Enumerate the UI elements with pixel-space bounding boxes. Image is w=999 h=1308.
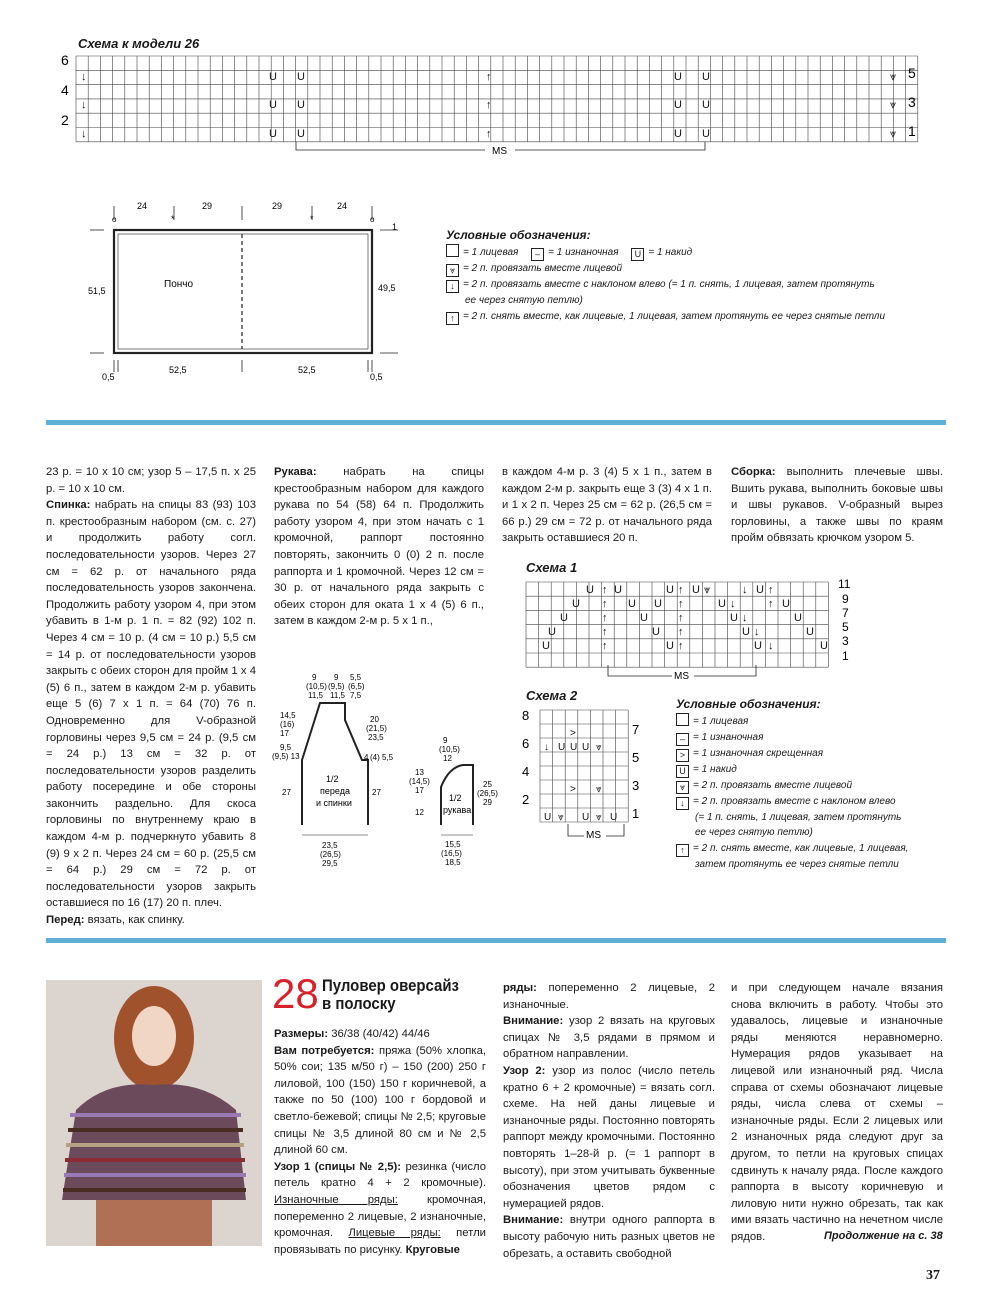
text-column-2: Рукава: набрать на спицы крестообразным набором для каждого рукава по 54 (58) 64 п. Продолжить работу узором 4, при этом начать с 1 кромочной, раппорт постоянно повторять, закончить 0 (0) 2 п. после раппорта и 1 кромочной. Через 12 см = 30 р. от начального ряда закрыть с обеих сторон для оката 1 х 4 (5) 6 п., затем в каждом 2-м р. 5 х 1 п., xyxy=(274,466,484,628)
svg-text:U: U xyxy=(628,598,636,610)
svg-text:⩔: ⩔ xyxy=(890,128,897,140)
k2tog-icon: ⩔ xyxy=(676,781,689,794)
twisted-purl-icon: > xyxy=(676,749,689,762)
poncho-bottom: 52,5 xyxy=(298,365,316,375)
knit-icon xyxy=(446,244,459,257)
poncho-left: 51,5 xyxy=(88,286,106,296)
svg-text:4: 4 xyxy=(522,764,530,779)
svg-text:U: U xyxy=(269,99,277,111)
svg-text:U: U xyxy=(586,584,594,596)
svg-text:U: U xyxy=(297,128,305,140)
svg-text:↑: ↑ xyxy=(602,626,608,638)
legend-item: ⩔ = 2 п. провязать вместе лицевой xyxy=(676,778,936,794)
svg-text:↓: ↓ xyxy=(742,612,748,624)
poncho-top: 29 xyxy=(202,201,213,211)
svg-text:↑: ↑ xyxy=(678,598,684,610)
svg-text:1/2: 1/2 xyxy=(326,774,339,784)
text-column-4: Сборка: выполнить плечевые швы. Вшить рукава, выполнить боковые швы и швы рукавов. V-образный вырез горловины, а также швы по краям пройм обвязать крючком узором 5. xyxy=(731,466,943,545)
legend-item: U = 1 накид xyxy=(676,762,936,778)
poncho-label: Пончо xyxy=(164,279,194,290)
svg-text:↓: ↓ xyxy=(81,71,87,83)
sk2p-icon: ↑ xyxy=(676,844,689,857)
svg-text:(4) 5,5: (4) 5,5 xyxy=(370,753,394,762)
svg-text:15,5: 15,5 xyxy=(445,840,461,849)
poncho-mark: * xyxy=(310,214,314,224)
svg-text:U: U xyxy=(692,584,700,596)
svg-text:4: 4 xyxy=(364,753,369,762)
svg-text:⩔: ⩔ xyxy=(596,812,602,823)
legend-item: ее через снятую петлю) xyxy=(695,827,813,838)
k2tog-icon: ⩔ xyxy=(446,264,459,277)
svg-text:⩔: ⩔ xyxy=(704,584,711,596)
poncho-mark: o xyxy=(370,215,375,224)
svg-text:(21,5): (21,5) xyxy=(366,724,387,733)
svg-text:U: U xyxy=(674,71,682,83)
svg-text:11,5: 11,5 xyxy=(308,691,323,700)
legend-item: = 1 лицевая – = 1 изнаночная U = 1 накид xyxy=(446,244,926,261)
svg-text:U: U xyxy=(820,640,828,652)
svg-text:U: U xyxy=(560,612,568,624)
c26-row-label: 6 xyxy=(61,52,69,68)
svg-text:5,5: 5,5 xyxy=(350,673,362,682)
svg-text:1/2: 1/2 xyxy=(449,793,462,803)
svg-text:↑: ↑ xyxy=(602,584,608,596)
svg-text:9,5: 9,5 xyxy=(280,743,292,752)
svg-text:↓: ↓ xyxy=(730,598,736,610)
legend-1-title: Условные обозначения: xyxy=(446,228,591,242)
text-column-1: 23 р. = 10 х 10 см; узор 5 – 17,5 п. х 25 р. = 10 х 10 см. Спинка: набрать на спицы 83 (93) 103 п. крестообразным набором (см. с. 27) и продолжить работу согл. последовательности узоров. Через 27 см = 62 р. от начального ряда последовательность узоров закончена. Продолжить работу узором 4, при этом убавить в 1-м р. 1 п. = 82 (92) 102 п. Через 4 см = 10 р. (4 см = 10 р.) 5,5 см = 14 р. от последовательности узоров закрыть с обеих сторон для пройм 1 х 4 (5) 6 п., затем в каждом 2-м р. убавить еще 5 (6) 7 х 1 п. = 64 (70) 76 п. Одновременно для V-образной горловины через 9,5 см = 24 р. (9,5 см = 24 р.) 13 см = 32 р. от последовательности узоров разделить работу посередине и обе стороны закончить раздельно. Для скоса горловины по внутреннему краю в каждом 4-м р. подчеркнуто убавить 8 (9) 9 х 2 п. Через 24 см = 60 р. (25,5 см = 64 р.) 29 см = 72 р. от последовательности узоров закрыть оставшиеся по 16 (17) 20 п. плеч. Перед: вязать, как спинку. xyxy=(46,466,256,927)
poncho-corner: 0,5 xyxy=(102,372,115,382)
svg-text:U: U xyxy=(269,128,277,140)
svg-text:U: U xyxy=(582,812,590,823)
svg-text:U: U xyxy=(666,584,674,596)
svg-text:U: U xyxy=(806,626,814,638)
poncho-top: 24 xyxy=(137,201,148,211)
svg-text:U: U xyxy=(794,612,802,624)
svg-text:переда: переда xyxy=(320,786,350,796)
svg-text:6: 6 xyxy=(522,736,530,751)
body-pattern xyxy=(270,670,410,880)
svg-text:⩔: ⩔ xyxy=(596,784,602,795)
svg-text:14,5: 14,5 xyxy=(280,711,296,720)
legend-item: ↑ = 2 п. снять вместе, как лицевые, 1 лицевая, затем протянуть ее через снятые петли xyxy=(446,309,926,325)
purl-icon: – xyxy=(531,248,544,261)
svg-text:(9,5) 13: (9,5) 13 xyxy=(272,752,300,761)
svg-text:U: U xyxy=(614,584,622,596)
model28-column-1: Размеры: 36/38 (40/42) 44/46 Вам потребуется: пряжа (50% хлопка, 50% сои; 135 м/50 г) – 150 (200) 250 г лиловой, 100 (150) 150 г коричневой, а также по 50 (100) 100 г бордовой и светло-бежевой; спицы № 2,5; круговые спицы № 3,5 длиной 80 см и № 2,5 длиной 60 см. Узор 1 (спицы № 2,5): резинка (число петель кратно 4 + 2 кромочные). Изнаночные ряды: кромочная, попеременно 2 лицевые, 2 изнаночные, кромочная. Лицевые ряды: петли провязывать по рисунку. Круговые xyxy=(274,1028,487,1256)
yarnover-icon: U xyxy=(676,765,689,778)
svg-text:↓: ↓ xyxy=(81,99,87,111)
svg-text:U: U xyxy=(269,71,277,83)
poncho-corner: 1 xyxy=(392,222,398,232)
svg-text:3: 3 xyxy=(842,634,849,648)
svg-text:⩔: ⩔ xyxy=(558,812,564,823)
svg-text:(10,5): (10,5) xyxy=(306,682,327,691)
legend-item: ↑ = 2 п. снять вместе, как лицевые, 1 лицевая, xyxy=(676,841,936,857)
svg-text:U: U xyxy=(570,742,578,753)
svg-text:1: 1 xyxy=(842,649,849,663)
poncho-right: 49,5 xyxy=(378,283,396,293)
svg-text:2: 2 xyxy=(522,792,530,807)
svg-text:23,5: 23,5 xyxy=(322,841,338,850)
svg-text:5: 5 xyxy=(632,750,640,765)
svg-text:27: 27 xyxy=(282,788,291,797)
poncho-bottom: 52,5 xyxy=(169,365,187,375)
svg-text:(26,5): (26,5) xyxy=(320,850,341,859)
legend-item: – = 1 изнаночная xyxy=(676,730,936,746)
legend-item: ↓ = 2 п. провязать вместе с наклоном влево (= 1 п. снять, 1 лицевая, затем протянуть xyxy=(446,277,926,293)
svg-text:↑: ↑ xyxy=(486,99,492,111)
svg-text:3: 3 xyxy=(632,778,640,793)
schema1-title: Схема 1 xyxy=(526,560,578,575)
c26-row-label: 3 xyxy=(908,94,916,110)
svg-text:(6,5): (6,5) xyxy=(348,682,365,691)
svg-text:U: U xyxy=(666,640,674,652)
svg-text:7: 7 xyxy=(632,722,640,737)
svg-text:U: U xyxy=(542,640,550,652)
svg-text:(16): (16) xyxy=(280,720,295,729)
svg-text:20: 20 xyxy=(370,715,379,724)
svg-text:11: 11 xyxy=(838,577,851,591)
legend-item: > = 1 изнаночная скрещенная xyxy=(676,746,936,762)
svg-text:↑: ↑ xyxy=(768,584,774,596)
legend-item: ↓ = 2 п. провязать вместе с наклоном влево xyxy=(676,794,936,810)
svg-text:12: 12 xyxy=(415,808,424,817)
svg-text:12: 12 xyxy=(443,754,452,763)
svg-text:U: U xyxy=(756,584,764,596)
svg-text:↓: ↓ xyxy=(81,128,87,140)
svg-text:⩔: ⩔ xyxy=(890,71,897,83)
poncho-mark: * xyxy=(171,214,175,224)
model-photo xyxy=(46,980,262,1246)
sk2p-icon: ↑ xyxy=(446,312,459,325)
svg-text:U: U xyxy=(640,612,648,624)
svg-text:17: 17 xyxy=(280,729,289,738)
svg-text:U: U xyxy=(297,71,305,83)
svg-text:27: 27 xyxy=(372,788,381,797)
svg-text:U: U xyxy=(582,742,590,753)
c26-ms: MS xyxy=(492,146,507,157)
svg-text:(26,5): (26,5) xyxy=(477,789,498,798)
svg-text:MS: MS xyxy=(674,671,689,682)
svg-text:и спинки: и спинки xyxy=(316,798,352,808)
legend-item: (= 1 п. снять, 1 лицевая, затем протянуть xyxy=(695,811,902,823)
legend-item: = 1 лицевая xyxy=(676,713,936,730)
svg-text:↑: ↑ xyxy=(602,598,608,610)
svg-text:29,5: 29,5 xyxy=(322,859,338,868)
svg-text:(9,5): (9,5) xyxy=(328,682,345,691)
svg-text:↑: ↑ xyxy=(678,626,684,638)
svg-text:17: 17 xyxy=(415,786,424,795)
model-number: 28 xyxy=(272,970,319,1017)
svg-text:>: > xyxy=(570,784,576,795)
knit-icon xyxy=(676,713,689,726)
model28-column-2: ряды: попеременно 2 лицевые, 2 изнаночные. Внимание: узор 2 вязать на круговых спицах № 3,5 рядами в прямом и обратном направлении. Узор 2: узор из полос (число петель кратно 6 + 2 кромочные) = вязать согл. схеме. На ней даны лицевые и изнаночные ряды. Постоянно повторять раппорт между кромочными. Постоянно повторять 1–28-й р. (= 1 раппорт в высоту), при этом учитывать буквенные обозначения цветов рядом с нумерацией рядов. Внимание: внутри одного раппорта в высоту рабочую нить разных цветов не обрезать, а оставить свободной xyxy=(503,982,715,1260)
legend-item: затем протянуть ее через снятые петли xyxy=(695,858,899,870)
divider xyxy=(46,938,946,943)
svg-text:U: U xyxy=(702,71,710,83)
schema2-title: Схема 2 xyxy=(526,688,578,703)
svg-text:↑: ↑ xyxy=(602,640,608,652)
svg-text:U: U xyxy=(754,640,762,652)
svg-text:U: U xyxy=(674,99,682,111)
c26-row-label: 4 xyxy=(61,82,69,98)
svg-text:U: U xyxy=(610,812,618,823)
svg-text:↑: ↑ xyxy=(678,584,684,596)
svg-text:29: 29 xyxy=(483,798,492,807)
svg-text:9: 9 xyxy=(443,736,448,745)
svg-text:U: U xyxy=(558,742,566,753)
svg-text:U: U xyxy=(742,626,750,638)
svg-text:↓: ↓ xyxy=(754,626,760,638)
poncho-top: 24 xyxy=(337,201,348,211)
svg-text:18,5: 18,5 xyxy=(445,858,461,867)
svg-text:(16,5): (16,5) xyxy=(441,849,462,858)
svg-text:рукава: рукава xyxy=(443,805,472,815)
schema1-grid xyxy=(520,576,860,686)
legend-2 xyxy=(676,697,936,872)
purl-icon: – xyxy=(676,733,689,746)
poncho-top: 29 xyxy=(272,201,283,211)
svg-text:U: U xyxy=(544,812,552,823)
svg-text:U: U xyxy=(718,598,726,610)
legend-item: ⩔ = 2 п. провязать вместе лицевой xyxy=(446,261,926,277)
chart26-title: Схема к модели 26 xyxy=(78,36,200,51)
schema2-grid xyxy=(520,704,670,844)
c26-row-label: 2 xyxy=(61,112,69,128)
sleeve-pattern xyxy=(405,735,505,875)
svg-text:7,5: 7,5 xyxy=(350,691,362,700)
svg-text:23,5: 23,5 xyxy=(368,733,384,742)
chart26-grid xyxy=(60,50,930,160)
svg-text:⩔: ⩔ xyxy=(596,742,602,753)
svg-text:U: U xyxy=(730,612,738,624)
svg-text:↑: ↑ xyxy=(678,640,684,652)
svg-text:↓: ↓ xyxy=(544,742,549,753)
svg-text:⩔: ⩔ xyxy=(890,99,897,111)
model-title: в полоску xyxy=(322,994,396,1013)
c26-row-label: 1 xyxy=(908,123,916,139)
poncho-schematic xyxy=(82,190,412,390)
c26-row-label: 5 xyxy=(908,65,916,81)
legend-1 xyxy=(446,228,926,325)
svg-text:↓: ↓ xyxy=(742,584,748,596)
model-title: Пуловер оверсайз xyxy=(322,976,459,995)
svg-text:U: U xyxy=(782,598,790,610)
svg-text:U: U xyxy=(652,626,660,638)
svg-text:(10,5): (10,5) xyxy=(439,745,460,754)
poncho-mark: o xyxy=(112,215,117,224)
svg-text:U: U xyxy=(548,626,556,638)
svg-text:MS: MS xyxy=(586,830,601,841)
svg-text:U: U xyxy=(572,598,580,610)
svg-text:9: 9 xyxy=(842,592,849,606)
yarnover-icon: U xyxy=(631,248,644,261)
svg-text:(14,5): (14,5) xyxy=(409,777,430,786)
svg-text:7: 7 xyxy=(842,606,849,620)
svg-text:5: 5 xyxy=(842,620,849,634)
svg-text:↑: ↑ xyxy=(486,71,492,83)
svg-text:U: U xyxy=(702,128,710,140)
svg-text:11,5: 11,5 xyxy=(330,691,345,700)
text-column-3: в каждом 4-м р. 3 (4) 5 х 1 п., затем в каждом 2-м р. закрыть еще 3 (3) 4 х 1 п. и 1 х 2 п. Через 25 см = 62 р. (26,5 см = 66 р.) 29 см = 72 р. от начального ряда закрыть оставшиеся 20 п. xyxy=(502,466,712,545)
svg-text:↑: ↑ xyxy=(602,612,608,624)
svg-text:9: 9 xyxy=(312,673,317,682)
svg-text:↓: ↓ xyxy=(768,640,774,652)
svg-text:↑: ↑ xyxy=(678,612,684,624)
svg-text:25: 25 xyxy=(483,780,492,789)
svg-text:>: > xyxy=(570,728,576,739)
poncho-corner: 0,5 xyxy=(370,372,383,382)
svg-text:↑: ↑ xyxy=(486,128,492,140)
svg-text:1: 1 xyxy=(632,806,640,821)
svg-text:U: U xyxy=(674,128,682,140)
continue-note: Продолжение на с. 38 xyxy=(824,1230,943,1242)
svg-text:↑: ↑ xyxy=(768,598,774,610)
divider xyxy=(46,420,946,425)
svg-text:U: U xyxy=(702,99,710,111)
svg-text:13: 13 xyxy=(415,768,424,777)
legend-item: ее через снятую петлю) xyxy=(465,295,583,306)
ssk-icon: ↓ xyxy=(446,280,459,293)
svg-text:U: U xyxy=(654,598,662,610)
ssk-icon: ↓ xyxy=(676,797,689,810)
page-number: 37 xyxy=(926,1268,940,1283)
svg-text:8: 8 xyxy=(522,708,530,723)
model28-column-3: и при следующем начале вязания снова включить в работу. Чтобы это удавалось, лицевые и изнаночные ряды меняются неравномерно. Нумерация рядов указывает на лицевой или изнаночный ряд. Числа справа от схемы обозначают лицевые ряды, числа слева от схемы – изнаночные ряды. Если 2 лицевых или 2 изнаночных ряда следуют друг за другом, то петли на круговых спицах сдвинуть к началу ряда. После каждого раппорта в высоту коричневую и лиловую нити нужно обрезать, так как ими вязать частично на нечетном числе рядов. xyxy=(731,982,943,1243)
legend-2-title: Условные обозначения: xyxy=(676,697,821,711)
svg-text:9: 9 xyxy=(334,673,339,682)
svg-text:U: U xyxy=(297,99,305,111)
